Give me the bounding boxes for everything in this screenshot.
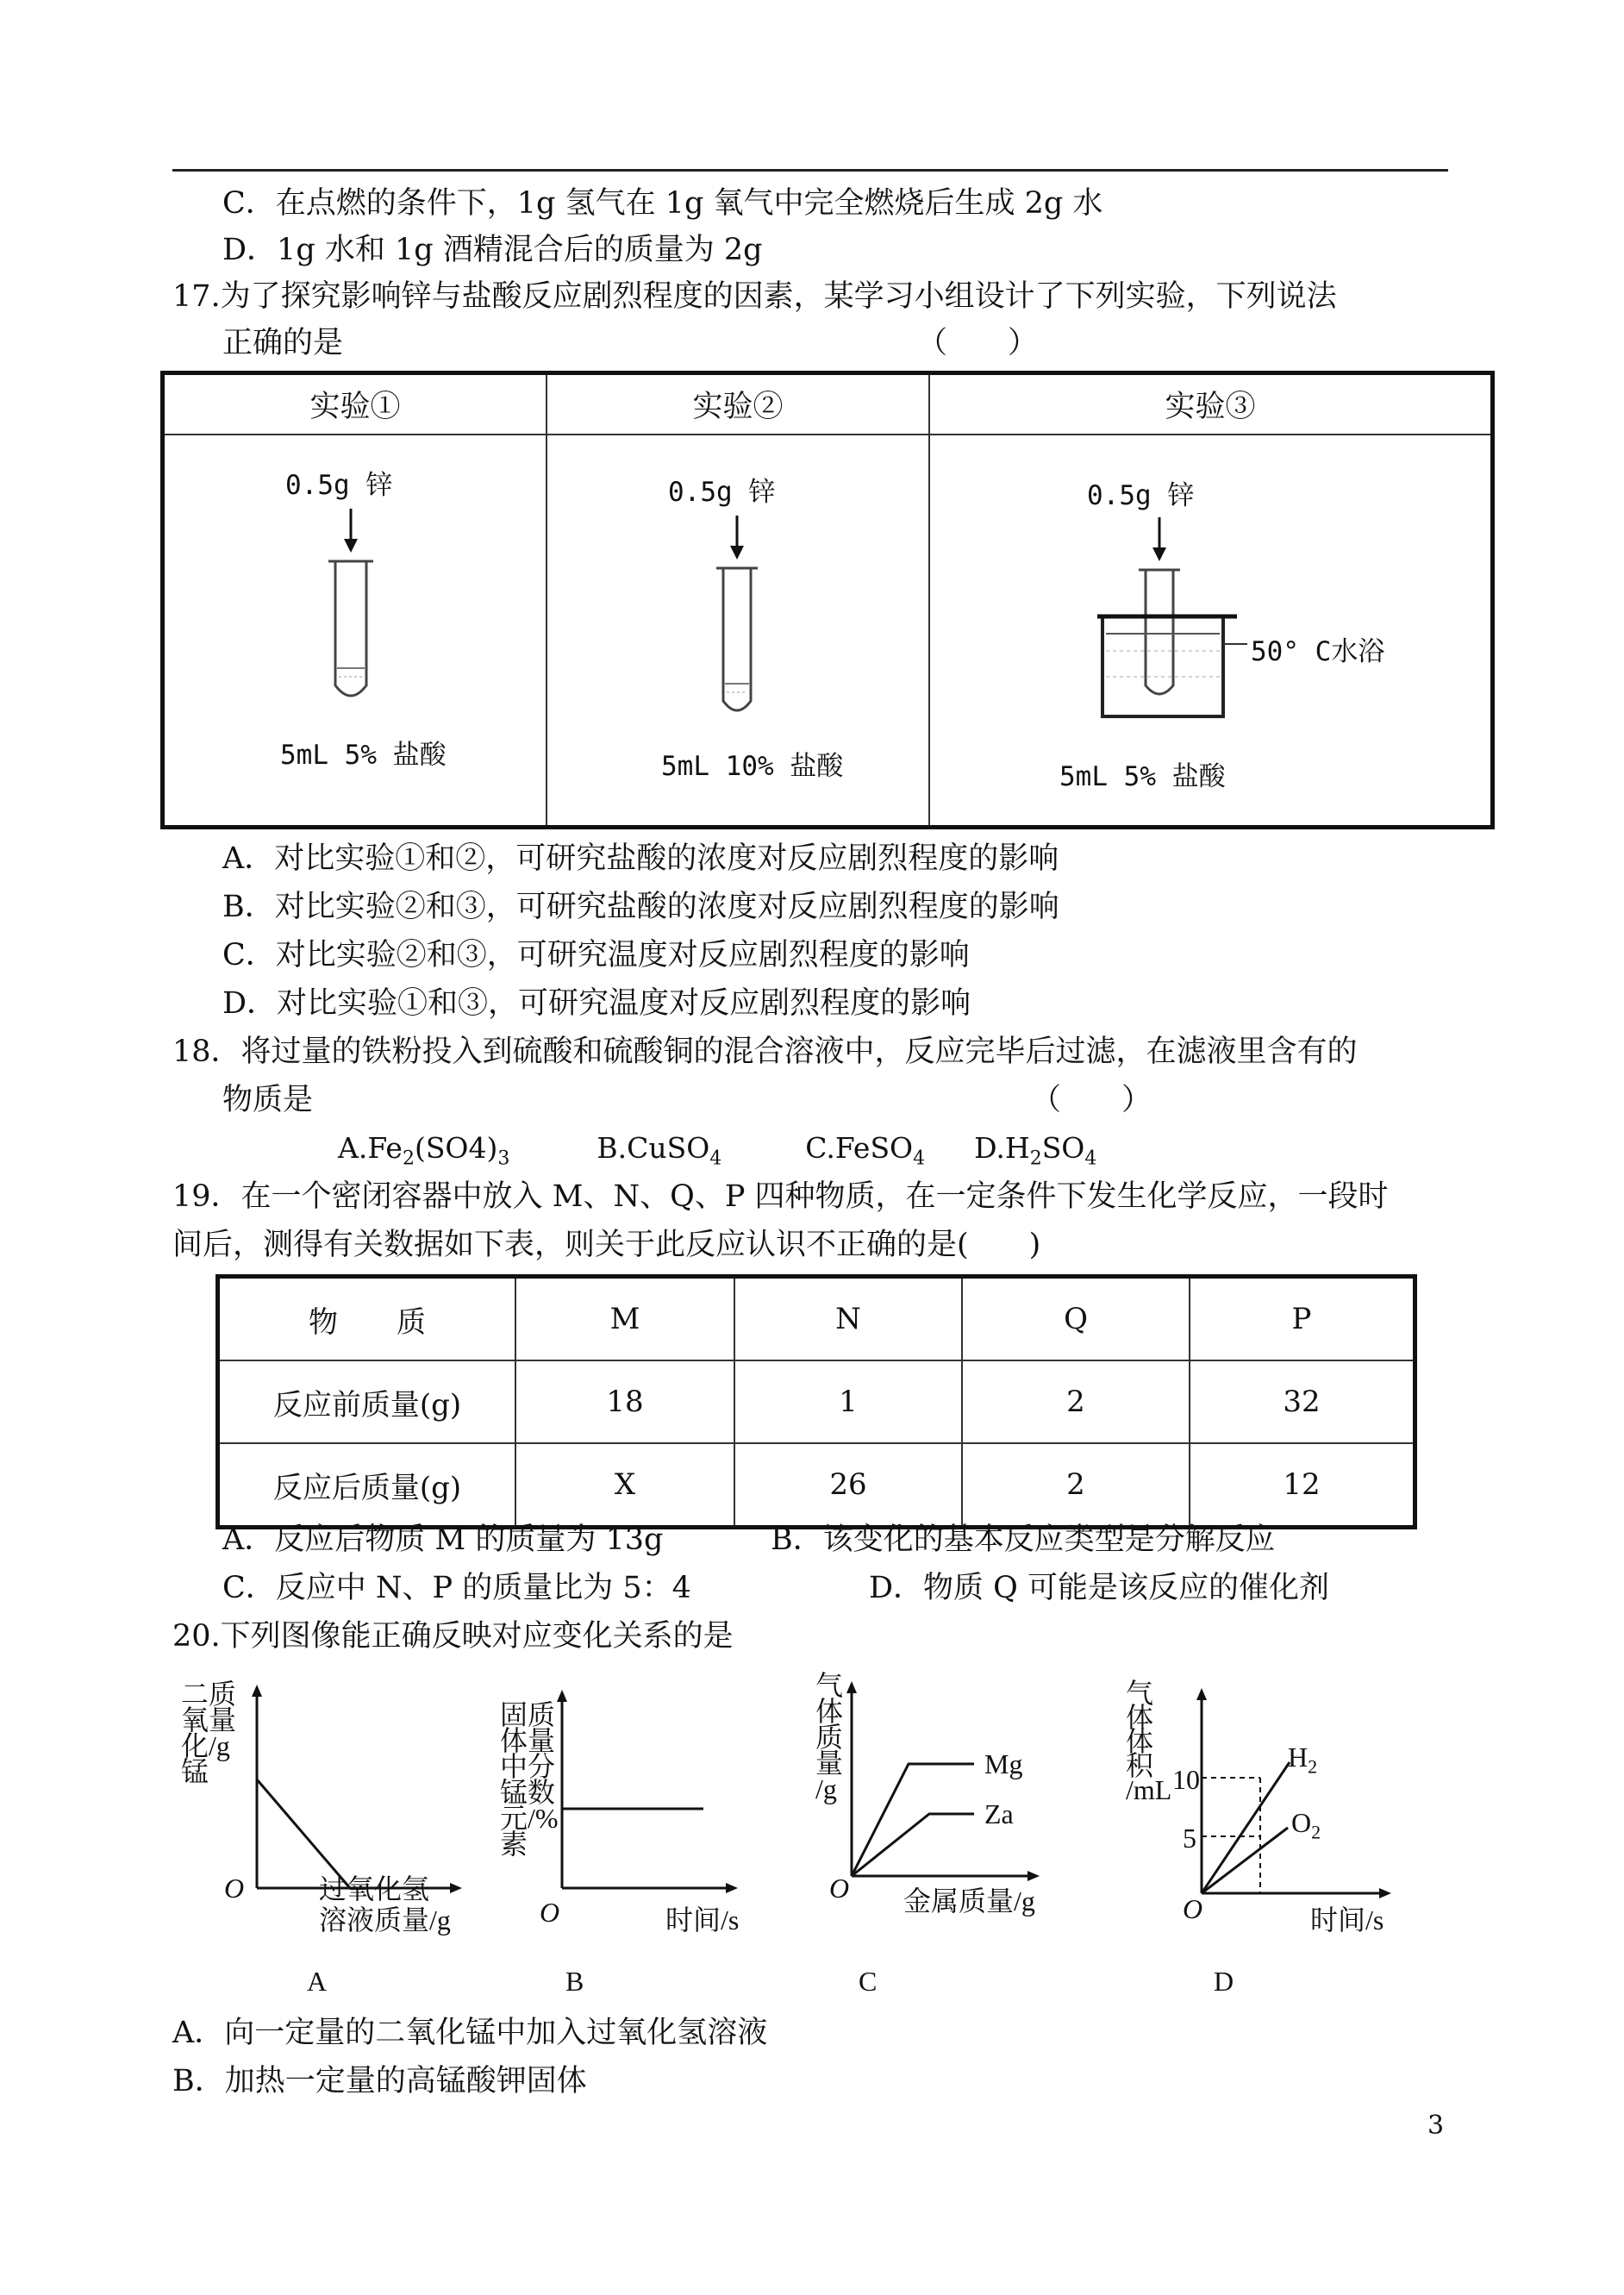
- table-cell: 18: [515, 1360, 734, 1443]
- exp2-zinc-label: 0.5g 锌: [668, 477, 776, 508]
- graph-a-xlabel-2: 溶液质量/g: [319, 1904, 451, 1935]
- graph-d-letter: D: [1214, 1966, 1234, 1997]
- q17-stem-cont: 正确的是: [222, 326, 344, 360]
- graph-d-h2-line: [1202, 1762, 1290, 1893]
- q18-option-b: B.CuSO$_4$: [597, 1131, 722, 1170]
- q20-graph-c: [802, 1670, 1060, 1931]
- table-header-cell: Q: [962, 1277, 1190, 1361]
- graph-a-xlabel-1: 过氧化氢: [319, 1873, 430, 1904]
- graph-d-ylabel: 气 体 体 积 /mL: [1126, 1678, 1172, 1805]
- q20-option-b: B．加热一定量的高锰酸钾固体: [172, 2064, 587, 2098]
- table-row: [218, 1443, 1415, 1528]
- q20-stem: 20.下列图像能正确反映对应变化关系的是: [172, 1619, 734, 1654]
- exp1-acid-label: 5mL 5% 盐酸: [280, 740, 447, 771]
- table-cell: 反应前质量(g): [218, 1360, 516, 1443]
- table-cell: 2: [962, 1443, 1190, 1528]
- q17-stem: 17.为了探究影响锌与盐酸反应剧烈程度的因素，某学习小组设计了下列实验，下列说法: [172, 279, 1337, 314]
- q18-option-d: $D.H_2SO_4$: [974, 1131, 1097, 1170]
- table-header-cell: N: [734, 1277, 962, 1361]
- q18-option-c: C.FeSO$_4$: [805, 1131, 926, 1170]
- table-row: [218, 1277, 1415, 1361]
- q16-option-d: D．1g 水和 1g 酒精混合后的质量为 2g: [222, 233, 763, 267]
- q19-stem: 19．在一个密闭容器中放入 M、N、Q、P 四种物质，在一定条件下发生化学反应，一段时: [172, 1179, 1389, 1214]
- q19-option-d: D．物质 Q 可能是该反应的催化剂: [869, 1571, 1330, 1605]
- q17-option-d: D．对比实验①和③，可研究温度对反应剧烈程度的影响: [222, 986, 971, 1021]
- q18-stem-cont: 物质是: [222, 1083, 314, 1117]
- q18-answer-paren: （ ）: [1031, 1083, 1152, 1117]
- graph-c-mg-label: Mg: [984, 1748, 1023, 1779]
- q20-graph-a: [181, 1681, 465, 1940]
- exp3-beaker-with-tube: [1094, 513, 1249, 746]
- graph-b-origin: O: [540, 1897, 560, 1928]
- graph-b-ylabel: 固质 体量 中分 锰数 元/% 素: [500, 1699, 559, 1860]
- table-row: [218, 1360, 1415, 1443]
- table-header-cell: 物 质: [218, 1277, 516, 1361]
- q20-graph-d: [1112, 1678, 1405, 1940]
- q19-option-c: C．反应中 N、P 的质量比为 5：4: [222, 1571, 691, 1605]
- table-header-cell: P: [1190, 1277, 1415, 1361]
- exp3-header: 实验③: [929, 373, 1493, 435]
- q17-option-b: B．对比实验②和③，可研究盐酸的浓度对反应剧烈程度的影响: [222, 890, 1059, 924]
- table-cell: 32: [1190, 1360, 1415, 1443]
- exp3-bath-label: 50° C水浴: [1251, 636, 1385, 667]
- q17-option-c: C．对比实验②和③，可研究温度对反应剧烈程度的影响: [222, 938, 970, 972]
- q17-answer-paren: （ ）: [917, 326, 1039, 360]
- exp1-test-tube: [303, 504, 406, 711]
- graph-d-o2-line: [1202, 1828, 1288, 1893]
- table-header-cell: M: [515, 1277, 734, 1361]
- q19-stem-cont: 间后，测得有关数据如下表，则关于此反应认识不正确的是( ): [172, 1228, 1041, 1262]
- q20-option-a: A．向一定量的二氧化锰中加入过氧化氢溶液: [172, 2016, 768, 2050]
- graph-b-xlabel: 时间/s: [665, 1904, 740, 1935]
- table-cell: 26: [734, 1443, 962, 1528]
- header-rule: [172, 169, 1448, 172]
- table-cell: 12: [1190, 1443, 1415, 1528]
- exp2-cell: [547, 435, 929, 828]
- graph-c-mg-curve: [852, 1764, 974, 1876]
- q18-stem: 18．将过量的铁粉投入到硫酸和硫酸铜的混合溶液中，反应完毕后过滤，在滤液里含有的: [172, 1035, 1358, 1069]
- graph-d-xlabel: 时间/s: [1310, 1904, 1384, 1935]
- q19-option-b: B．该变化的基本反应类型是分解反应: [771, 1523, 1276, 1557]
- q19-option-a: A．反应后物质 M 的质量为 13g: [222, 1523, 664, 1557]
- graph-c-origin: O: [829, 1873, 850, 1904]
- q16-option-c: C．在点燃的条件下，1g 氢气在 1g 氧气中完全燃烧后生成 2g 水: [222, 186, 1103, 221]
- table-cell: 1: [734, 1360, 962, 1443]
- graph-c-ylabel: 气 体 质 量 /g: [815, 1670, 844, 1804]
- exp3-zinc-label: 0.5g 锌: [1087, 480, 1195, 511]
- table-cell: 反应后质量(g): [218, 1443, 516, 1528]
- q20-graph-b: [500, 1681, 759, 1940]
- q17-experiment-table: [160, 371, 1495, 829]
- graph-d-tick-10: 10: [1172, 1764, 1200, 1795]
- q17-option-a: A．对比实验①和②，可研究盐酸的浓度对反应剧烈程度的影响: [222, 841, 1059, 876]
- graph-a-origin: O: [224, 1873, 245, 1904]
- graph-b-letter: B: [565, 1966, 584, 1997]
- graph-c-zn-label: Za: [984, 1798, 1014, 1829]
- graph-d-o2-label: $O_2$: [1291, 1807, 1321, 1843]
- exp2-test-tube: [694, 511, 797, 727]
- graph-a-letter: A: [307, 1966, 328, 1997]
- exp1-cell: [163, 435, 547, 828]
- graph-d-origin: O: [1183, 1893, 1203, 1924]
- q18-option-a: $A.Fe_2(SO4)_3$: [338, 1131, 510, 1170]
- exp3-acid-label: 5mL 5% 盐酸: [1059, 761, 1226, 792]
- exp3-cell: [929, 435, 1493, 828]
- table-cell: X: [515, 1443, 734, 1528]
- graph-c-letter: C: [859, 1966, 878, 1997]
- exp2-header: 实验②: [547, 373, 929, 435]
- graph-d-tick-5: 5: [1183, 1823, 1196, 1854]
- exp2-acid-label: 5mL 10% 盐酸: [661, 751, 844, 782]
- graph-c-xlabel: 金属质量/g: [903, 1885, 1035, 1917]
- q18-options: [338, 1129, 1096, 1179]
- page-number: 3: [1427, 2111, 1445, 2141]
- graph-a-ylabel: 二质 氧量 化/g 锰: [181, 1679, 237, 1787]
- graph-d-h2-label: $H_2$: [1288, 1742, 1318, 1778]
- graph-c-zn-curve: [852, 1814, 974, 1876]
- exp1-zinc-label: 0.5g 锌: [285, 470, 393, 501]
- exp1-header: 实验①: [163, 373, 547, 435]
- table-cell: 2: [962, 1360, 1190, 1443]
- q19-data-table: [215, 1274, 1417, 1529]
